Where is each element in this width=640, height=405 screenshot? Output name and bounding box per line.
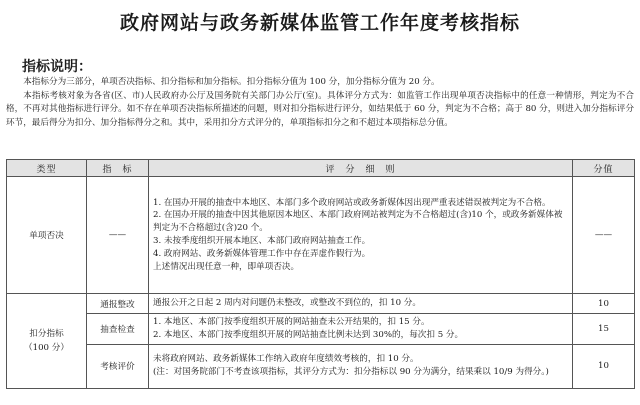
- indicator-score: 15: [573, 314, 635, 345]
- header-rules: 评 分 细 则: [149, 160, 573, 177]
- veto-indicator: ——: [87, 177, 149, 294]
- rule-line: 3. 未按季度组织开展本地区、本部门政府网站抽查工作。: [153, 236, 371, 246]
- rule-line: 通报公开之日起 2 周内对问题仍未整改，或整改不到位的，扣 10 分。: [153, 298, 421, 309]
- table-row-veto: [7, 177, 635, 294]
- indicator-table: [6, 159, 635, 389]
- intro-paragraph: 本指标分为三部分，单项否决指标、扣分指标和加分指标。扣分指标分值为 100 分，加分指标分值为 20 分。: [23, 77, 440, 87]
- deduction-type: [7, 294, 87, 389]
- page-title: 政府网站与政务新媒体监管工作年度考核指标: [119, 12, 520, 34]
- intro-paragraph: 本指标考核对象为各省(区、市)人民政府办公厅及国务院有关部门办公厅(室)。具体评分方式为：如监管工作出现单项否决指标中的任意一种情形，判定为不合格，不再对其他指标进行评分。如不存在单项否决指标所描述的问题，则对扣分指标进行评分，如结果低于 60 分，判定为不合格；高于 80 分，则进入加分指标评分环节，最后得分为扣分、加分指标得分之和。其中，采用扣分方式评分的，单项指标扣分之和不超过本项指标总分值。: [6, 90, 634, 128]
- indicator-name: 考核评价: [87, 344, 149, 388]
- veto-rules: [149, 177, 573, 294]
- veto-score: ——: [573, 177, 635, 294]
- rule-line: 2. 本地区、本部门按季度组织开展的网站抽查比例未达到 30%的，每次扣 5 分。: [153, 329, 464, 340]
- header-indicator: 指 标: [87, 160, 149, 177]
- deduction-type-label: 扣分指标: [29, 328, 64, 339]
- rule-line: 1. 本地区、本部门按季度组织开展的网站抽查未公开结果的，扣 15 分。: [153, 317, 430, 327]
- indicator-name: 抽查检查: [87, 314, 149, 345]
- rule-line: (注：对国务院部门不考查该项指标，其评分方式为：扣分指标以 90 分为满分，结果乘以 10/9 为得分。): [153, 367, 549, 378]
- indicator-rules: [149, 314, 573, 345]
- intro-text: [6, 76, 634, 130]
- indicator-score: 10: [573, 294, 635, 314]
- veto-type: 单项否决: [7, 177, 87, 294]
- rule-line: 上述情况出现任意一种，即单项否决。: [153, 261, 300, 272]
- section-title: 指标说明：: [22, 59, 92, 75]
- rule-line: 2. 在国办开展的抽查中因其他原因本地区、本部门政府网站被判定为不合格超过(含)10 个，或政务新媒体被判定为不合格超过(含)20 个。: [153, 210, 563, 234]
- header-type: 类型: [7, 160, 87, 177]
- rule-line: 未将政府网站、政务新媒体工作纳入政府年度绩效考核的，扣 10 分。: [153, 354, 419, 365]
- header-score: 分值: [573, 160, 635, 177]
- indicator-score: 10: [573, 344, 635, 388]
- indicator-rules: [149, 294, 573, 314]
- rule-line: 1. 在国办开展的抽查中本地区、本部门多个政府网站或政务新媒体因出现严重表述错误被判定为不合格。: [153, 197, 551, 208]
- table-row: [7, 344, 635, 388]
- table-row: [7, 314, 635, 345]
- table-header-row: [7, 160, 635, 177]
- deduction-type-points: （100 分）: [24, 342, 69, 353]
- indicator-rules: [149, 344, 573, 388]
- indicator-name: 通报整改: [87, 294, 149, 314]
- table-row: [7, 294, 635, 314]
- rule-line: 4. 政府网站、政务新媒体管理工作中存在弄虚作假行为。: [153, 248, 371, 259]
